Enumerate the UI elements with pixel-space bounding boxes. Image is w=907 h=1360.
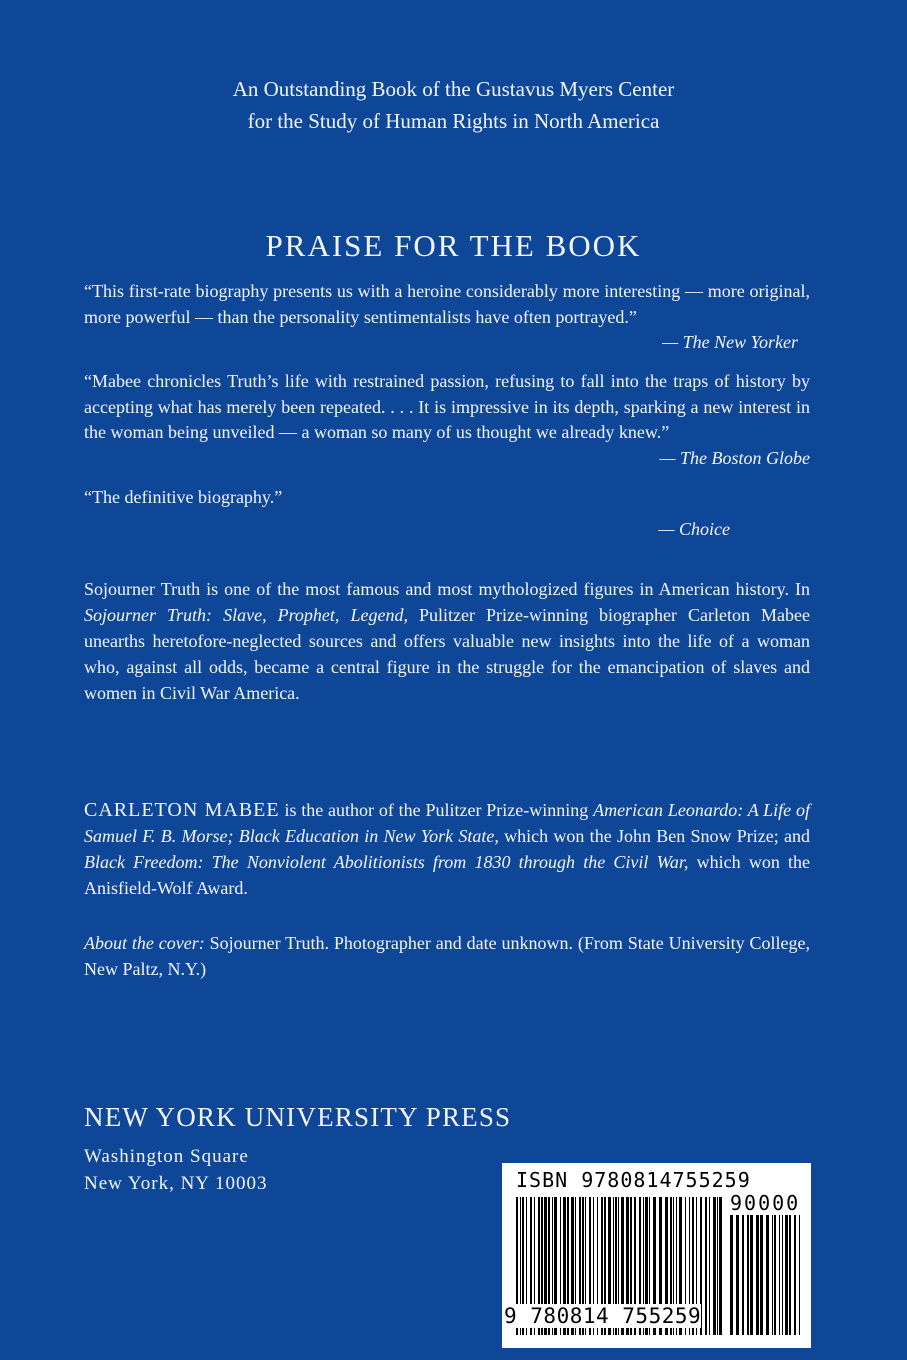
author-name: CARLETON MABEE	[84, 799, 280, 821]
author-bio: CARLETON MABEE is the author of the Pulitzer Prize-winning American Leonardo: A Life of Samuel F. B. Morse; Black Education in New York State, which won the John Ben Snow Prize; and Black Freedom: The Nonviolent Abolitionists from 1830 through the Civil War, which won the Anisfield-Wolf Award.	[84, 799, 811, 898]
quote-source: — The Boston Globe	[659, 447, 810, 468]
quote-text: “Mabee chronicles Truth’s life with restrained passion, refusing to fall into the traps of history by accepting what has merely been repeated. . . . It is impressive in its depth, sparking a new interest in the woman being unveiled — a woman so many of us thought we already knew.”	[84, 371, 810, 442]
review-quote	[84, 279, 810, 356]
isbn-barcode	[502, 1163, 811, 1348]
publisher-address	[84, 1143, 268, 1197]
price-addon-code: 90000	[730, 1191, 801, 1215]
award-line-1: An Outstanding Book of the Gustavus Myers Center	[232, 77, 675, 101]
publisher-name: NEW YORK UNIVERSITY PRESS	[84, 1102, 512, 1132]
cover-credit-label: About the cover:	[84, 933, 205, 953]
isbn-label: ISBN 9780814755259	[516, 1168, 751, 1192]
addon-barcode-bars	[730, 1215, 804, 1335]
book-description: Sojourner Truth is one of the most famous and most mythologized figures in American history. In Sojourner Truth: Slave, Prophet, Legend, Pulitzer Prize-winning biographer Carleton Mabee unearths heretofore-neglected sources and offers valuable new insights into the life of a woman who, against all odds, became a central figure in the struggle for the emancipation of slaves and women in Civil War America.	[84, 579, 811, 703]
award-statement	[0, 73, 907, 137]
quote-source: — The New Yorker	[662, 332, 798, 352]
quote-text: “The definitive biography.”	[84, 487, 283, 507]
review-quote	[84, 369, 810, 471]
ean-digits: 9 780814 755259	[504, 1304, 702, 1328]
praise-heading: PRAISE FOR THE BOOK	[265, 228, 642, 263]
address-line-2: New York, NY 10003	[84, 1173, 268, 1194]
address-line-1: Washington Square	[84, 1146, 249, 1167]
review-quote	[84, 485, 810, 542]
quote-source: — Choice	[658, 518, 730, 539]
cover-credit: About the cover: Sojourner Truth. Photographer and date unknown. (From State University College, New Paltz, N.Y.)	[84, 933, 811, 979]
award-line-2: for the Study of Human Rights in North America	[247, 109, 660, 133]
book-title: Black Freedom: The Nonviolent Abolitionists from 1830 through the Civil War,	[84, 852, 689, 872]
quote-text: “This first-rate biography presents us with a heroine considerably more interesting — more original, more powerful — than the personality sentimentalists have often portrayed.”	[84, 281, 810, 327]
book-title: Sojourner Truth: Slave, Prophet, Legend,	[84, 605, 408, 625]
book-title: American Leonardo: A Life of Samuel F. B. Morse; Black Education in New York State,	[84, 800, 810, 846]
